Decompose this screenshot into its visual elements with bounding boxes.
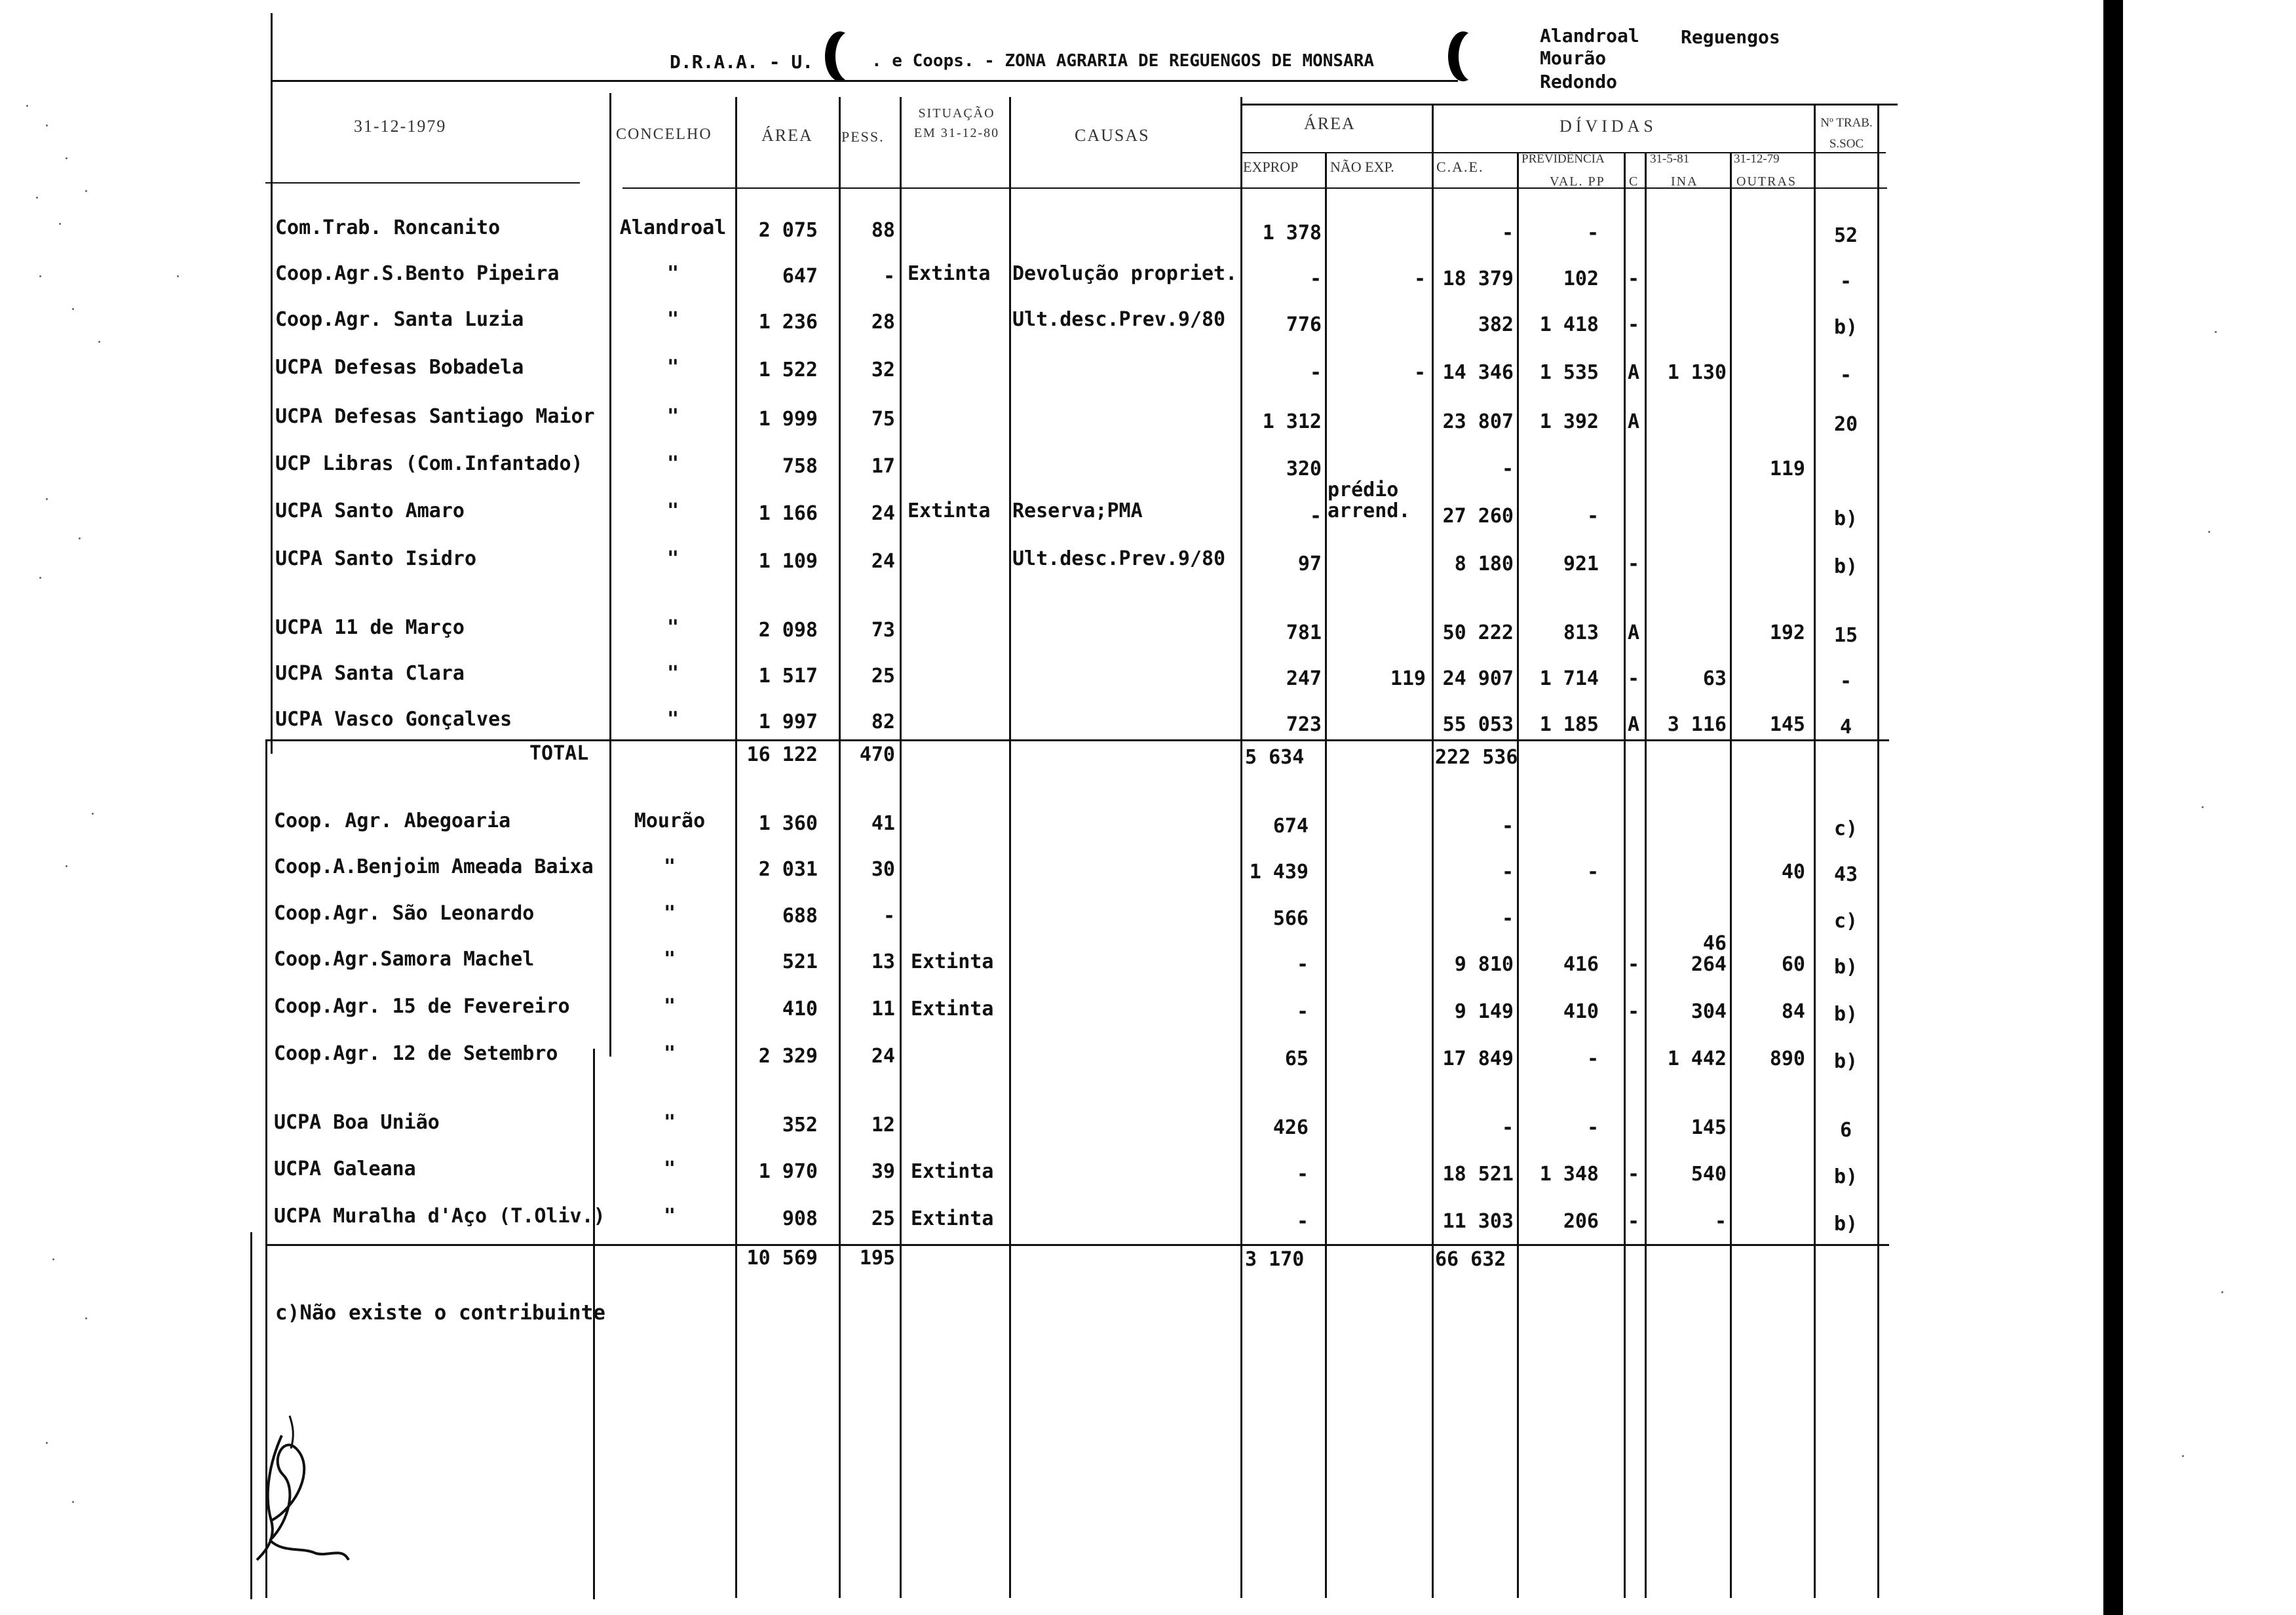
total1-cae: 222 536 (1435, 746, 1518, 769)
row-name: UCPA Galeana (274, 1158, 416, 1180)
row-concelho: " (666, 616, 679, 639)
vline-11 (1645, 152, 1647, 1598)
col-date-ina: 31-5-81 (1650, 152, 1690, 166)
scan-edge-bar (2103, 0, 2123, 1615)
row-c: - (1628, 553, 1640, 575)
row-exprop: - (1296, 1000, 1309, 1023)
row-ina: - (1714, 1210, 1727, 1233)
row-val-pp: - (1586, 505, 1599, 528)
row-exprop: 1 378 (1262, 222, 1322, 244)
row-soc: 4 (1839, 716, 1852, 739)
row-ina: 3 116 (1667, 713, 1727, 736)
row-soc: b) (1833, 1050, 1858, 1073)
row-soc: b) (1833, 555, 1858, 578)
row-val-pp: 921 (1563, 553, 1599, 575)
total1-label: TOTAL (529, 742, 589, 765)
row-val-pp: - (1586, 861, 1599, 884)
row-soc: b) (1833, 507, 1858, 530)
row-cae: - (1501, 457, 1514, 480)
col-pess: PESS. (841, 128, 885, 145)
row-soc: - (1839, 270, 1852, 293)
row-concelho: Mourão (634, 809, 706, 832)
row-concelho: " (663, 1042, 676, 1065)
row-name: UCPA Santo Isidro (275, 547, 477, 570)
row-nao-exp: - (1413, 361, 1426, 384)
row-concelho: " (666, 499, 679, 522)
row-concelho: " (663, 948, 676, 971)
row-soc: c) (1833, 910, 1858, 933)
row-cae: 9 810 (1454, 953, 1514, 976)
row-exprop: - (1309, 361, 1322, 384)
row-c: - (1628, 267, 1640, 290)
row-val-pp: 1 185 (1539, 713, 1599, 736)
row-concelho: " (666, 356, 679, 379)
row-val-pp: 1 418 (1539, 313, 1599, 336)
row-cae: 50 222 (1442, 621, 1514, 644)
crescent-mark-left (835, 31, 866, 81)
vline-6 (1240, 97, 1242, 1598)
row-pess: 75 (871, 408, 895, 431)
row-cae: 14 346 (1442, 361, 1514, 384)
row-name: Coop.Agr. São Leonardo (274, 902, 535, 925)
row-exprop: 1 439 (1249, 861, 1309, 884)
row-exprop: 566 (1272, 907, 1309, 930)
row-soc: b) (1833, 316, 1858, 339)
row-concelho: " (663, 1205, 676, 1228)
row-c: - (1628, 953, 1640, 976)
row-soc: 6 (1839, 1119, 1852, 1142)
row-pess: - (883, 905, 895, 927)
vline-0a (271, 13, 273, 754)
row-val-pp: 416 (1563, 953, 1599, 976)
row-soc: b) (1833, 956, 1858, 979)
row-val-pp: - (1586, 1047, 1599, 1070)
row-concelho: " (663, 1111, 676, 1134)
total1-area: 16 122 (746, 743, 818, 766)
row-situacao: Extinta (911, 1160, 994, 1183)
row-pess: 73 (871, 619, 895, 642)
vline-3 (839, 97, 841, 1598)
row-pess: 24 (871, 1045, 895, 1068)
row-val-pp: 102 (1563, 267, 1599, 290)
col-dividas: DÍVIDAS (1559, 117, 1657, 136)
row-cae: 8 180 (1454, 553, 1514, 575)
vline-4 (900, 97, 902, 1598)
row-soc: 15 (1833, 624, 1858, 647)
row-exprop: - (1309, 267, 1322, 290)
vline-7 (1325, 152, 1327, 1598)
row-outras: 145 (1769, 713, 1805, 736)
zone-mourao: Mourão (1540, 47, 1607, 69)
col-date: 31-12-1979 (354, 117, 447, 136)
row-soc: - (1839, 364, 1852, 387)
row-soc: - (1839, 670, 1852, 693)
col-num-soc: Nº TRAB. S.SOC (1820, 116, 1873, 151)
row-name: Coop.A.Benjoim Ameada Baixa (274, 855, 594, 878)
row-concelho: " (666, 547, 679, 570)
row-pess: 82 (871, 710, 895, 733)
row-c: A (1628, 410, 1640, 433)
row-cae: 55 053 (1442, 713, 1514, 736)
row-exprop: 320 (1286, 457, 1322, 480)
row-cae: 9 149 (1454, 1000, 1514, 1023)
vline-10 (1624, 152, 1626, 1598)
row-area: 410 (782, 998, 818, 1021)
row-ina: 540 (1691, 1163, 1727, 1186)
row-causas: Reserva;PMA (1012, 499, 1143, 522)
row-val-pp: 410 (1563, 1000, 1599, 1023)
row-outras: 40 (1781, 861, 1805, 884)
total2-area: 10 569 (746, 1247, 818, 1270)
header-title-mid: . e Coops. - ZONA AGRARIA DE REGUENGOS DE MONSARA (871, 51, 1375, 71)
row-area: 521 (782, 950, 818, 973)
row-soc: 20 (1833, 413, 1858, 436)
row-exprop: 247 (1286, 667, 1322, 690)
row-exprop: - (1296, 953, 1309, 976)
row-cae: 18 521 (1442, 1163, 1514, 1186)
row-cae: - (1501, 815, 1514, 838)
row-cae: 382 (1478, 313, 1514, 336)
row-concelho: " (663, 995, 676, 1018)
row-val-pp: 1 535 (1539, 361, 1599, 384)
row-cae: 11 303 (1442, 1210, 1514, 1233)
row-area: 688 (782, 905, 818, 927)
row-soc: c) (1833, 817, 1858, 840)
row-name: UCPA Santa Clara (275, 662, 465, 685)
row-c: A (1628, 361, 1640, 384)
col-causas: CAUSAS (1075, 126, 1150, 145)
row-name: Coop.Agr.Samora Machel (274, 948, 535, 971)
row-ina: 1 442 (1667, 1047, 1727, 1070)
row-area: 352 (782, 1114, 818, 1137)
row-outras: 192 (1769, 621, 1805, 644)
row-area: 2 098 (758, 619, 818, 642)
total1-pess: 470 (859, 743, 895, 766)
row-pess: 30 (871, 858, 895, 881)
row-cae: 24 907 (1442, 667, 1514, 690)
row-concelho: Alandroal (619, 216, 727, 239)
row-causas: Ult.desc.Prev.9/80 (1012, 547, 1226, 570)
row-ina: 145 (1691, 1116, 1727, 1139)
row-concelho: " (666, 262, 679, 285)
col-ina: INA (1671, 174, 1698, 189)
row-area: 1 166 (758, 502, 818, 525)
row-situacao: Extinta (908, 499, 991, 522)
row-soc: b) (1833, 1165, 1858, 1188)
row-cae: - (1501, 907, 1514, 930)
col-previdencia: PREVIDÊNCIA (1521, 152, 1605, 166)
zone-alandroal: Alandroal (1540, 25, 1639, 47)
row-pess: - (883, 265, 895, 288)
row-cae: - (1501, 861, 1514, 884)
vline-14 (1877, 104, 1879, 1598)
row-area: 647 (782, 265, 818, 288)
col-exprop: EXPROP (1243, 159, 1299, 175)
row-c: - (1628, 1210, 1640, 1233)
row-val-pp: 1 714 (1539, 667, 1599, 690)
row-exprop: 723 (1286, 713, 1322, 736)
row-exprop: 65 (1284, 1047, 1309, 1070)
signature (244, 1390, 375, 1573)
row-exprop: 674 (1272, 815, 1309, 838)
row-pess: 12 (871, 1114, 895, 1137)
row-pess: 32 (871, 359, 895, 381)
row-exprop: 426 (1272, 1116, 1309, 1139)
row-pess: 24 (871, 502, 895, 525)
crescent-mark-right (1459, 31, 1489, 81)
row-concelho: " (666, 662, 679, 685)
vline-13 (1814, 104, 1816, 1598)
row-pess: 25 (871, 1207, 895, 1230)
zone-redondo: Redondo (1540, 71, 1618, 92)
row-area: 2 075 (758, 219, 818, 242)
row-cae: 23 807 (1442, 410, 1514, 433)
row-area: 908 (782, 1207, 818, 1230)
row-name: UCPA Santo Amaro (275, 499, 465, 522)
row-area: 1 236 (758, 311, 818, 334)
row-c: - (1628, 1000, 1640, 1023)
row-outras: 119 (1769, 457, 1805, 480)
row-pess: 88 (871, 219, 895, 242)
row-pess: 39 (871, 1160, 895, 1183)
row-c: - (1628, 1163, 1640, 1186)
row-val-pp: 1 392 (1539, 410, 1599, 433)
vline-8 (1432, 104, 1434, 1598)
row-causas: Devolução propriet. (1012, 262, 1238, 285)
vline-9 (1517, 152, 1519, 1598)
row-cae: 27 260 (1442, 505, 1514, 528)
row-pess: 13 (871, 950, 895, 973)
row-val-pp: 1 348 (1539, 1163, 1599, 1186)
row-soc: b) (1833, 1213, 1858, 1236)
vline-12 (1730, 152, 1732, 1598)
row-area: 1 360 (758, 812, 818, 835)
row-soc: b) (1833, 1003, 1858, 1026)
row-area: 2 329 (758, 1045, 818, 1068)
row-concelho: " (663, 902, 676, 925)
row-val-pp: - (1586, 222, 1599, 244)
total2-cae: 66 632 (1435, 1248, 1506, 1271)
row-name: UCPA Boa União (274, 1111, 440, 1134)
row-ina-upper: 46 (1702, 932, 1727, 955)
row-cae: 17 849 (1442, 1047, 1514, 1070)
col-val-pp: VAL. PP (1550, 174, 1605, 189)
row-concelho: " (663, 1158, 676, 1180)
row-area: 1 517 (758, 665, 818, 688)
row-situacao: Extinta (908, 262, 991, 285)
row-name: Coop.Agr. Santa Luzia (275, 308, 524, 331)
col-nao-exp: NÃO EXP. (1330, 159, 1394, 175)
row-cae: - (1501, 222, 1514, 244)
row-name: UCP Libras (Com.Infantado) (275, 452, 583, 475)
col-area: ÁREA (761, 126, 813, 145)
col-concelho: CONCELHO (616, 126, 712, 143)
row-concelho: " (666, 708, 679, 731)
row-val-pp: - (1586, 1116, 1599, 1139)
total2-exprop: 3 170 (1245, 1248, 1305, 1271)
row-name: Com.Trab. Roncanito (275, 216, 501, 239)
row-name: UCPA Defesas Bobadela (275, 356, 524, 379)
col-situacao: SITUAÇÃO EM 31-12-80 (913, 106, 1000, 140)
row-name: UCPA 11 de Março (275, 616, 465, 639)
col-date-outras: 31-12-79 (1734, 152, 1780, 166)
row-pess: 11 (871, 998, 895, 1021)
col-cae: C.A.E. (1436, 159, 1484, 175)
row-situacao: Extinta (911, 950, 994, 973)
total1-exprop: 5 634 (1245, 746, 1305, 769)
col-c: C (1629, 174, 1639, 189)
row-nao-exp: 119 (1390, 667, 1426, 690)
row-exprop: 97 (1297, 553, 1322, 575)
row-situacao: Extinta (911, 998, 994, 1021)
row-ina: 264 (1691, 953, 1727, 976)
row-name: Coop.Agr. 15 de Fevereiro (274, 995, 570, 1018)
row-nao-exp: prédio arrend. (1328, 478, 1411, 522)
row-soc: 52 (1833, 224, 1858, 247)
row-ina: 63 (1702, 667, 1727, 690)
row-c: - (1628, 313, 1640, 336)
row-exprop: - (1296, 1210, 1309, 1233)
row-area: 2 031 (758, 858, 818, 881)
footnote: c)Não existe o contribuinte (275, 1301, 605, 1325)
rule-area-group (1240, 104, 1898, 106)
row-c: A (1628, 713, 1640, 736)
col-outras: OUTRAS (1736, 174, 1797, 189)
row-area: 1 999 (758, 408, 818, 431)
row-outras: 84 (1781, 1000, 1805, 1023)
row-name: Coop.Agr. 12 de Setembro (274, 1042, 558, 1065)
row-c: A (1628, 621, 1640, 644)
vline-2 (735, 97, 737, 1598)
col-area-group: ÁREA (1304, 114, 1356, 133)
rule-top (272, 80, 1458, 82)
row-concelho: " (666, 452, 679, 475)
row-outras: 60 (1781, 953, 1805, 976)
row-exprop: 776 (1286, 313, 1322, 336)
row-soc: 43 (1833, 863, 1858, 886)
row-nao-exp: - (1413, 267, 1426, 290)
row-cae: - (1501, 1116, 1514, 1139)
row-area: 1 970 (758, 1160, 818, 1183)
row-ina: 304 (1691, 1000, 1727, 1023)
row-area: 1 109 (758, 550, 818, 573)
row-name: Coop.Agr.S.Bento Pipeira (275, 262, 560, 285)
row-pess: 17 (871, 455, 895, 478)
rule-head-left (265, 182, 580, 184)
row-concelho: " (666, 405, 679, 428)
row-pess: 24 (871, 550, 895, 573)
row-causas: Ult.desc.Prev.9/80 (1012, 308, 1226, 331)
row-exprop: - (1296, 1163, 1309, 1186)
row-area: 1 997 (758, 710, 818, 733)
row-area: 758 (782, 455, 818, 478)
row-pess: 28 (871, 311, 895, 334)
row-exprop: - (1309, 505, 1322, 528)
vline-5 (1009, 97, 1011, 1598)
row-name: UCPA Muralha d'Aço (T.Oliv.) (274, 1205, 605, 1228)
header-title-left: D.R.A.A. - U. (670, 51, 814, 73)
row-pess: 25 (871, 665, 895, 688)
row-concelho: " (666, 308, 679, 331)
row-name: UCPA Vasco Gonçalves (275, 708, 512, 731)
row-c: - (1628, 667, 1640, 690)
row-area: 1 522 (758, 359, 818, 381)
zone-reguengos: Reguengos (1681, 26, 1780, 48)
row-situacao: Extinta (911, 1207, 994, 1230)
row-name: Coop. Agr. Abegoaria (274, 809, 511, 832)
row-concelho: " (663, 855, 676, 878)
row-exprop: 1 312 (1262, 410, 1322, 433)
row-val-pp: 813 (1563, 621, 1599, 644)
row-val-pp: 206 (1563, 1210, 1599, 1233)
row-cae: 18 379 (1442, 267, 1514, 290)
row-outras: 890 (1769, 1047, 1805, 1070)
total2-pess: 195 (859, 1247, 895, 1270)
row-ina: 1 130 (1667, 361, 1727, 384)
row-pess: 41 (871, 812, 895, 835)
row-name: UCPA Defesas Santiago Maior (275, 405, 595, 428)
row-exprop: 781 (1286, 621, 1322, 644)
